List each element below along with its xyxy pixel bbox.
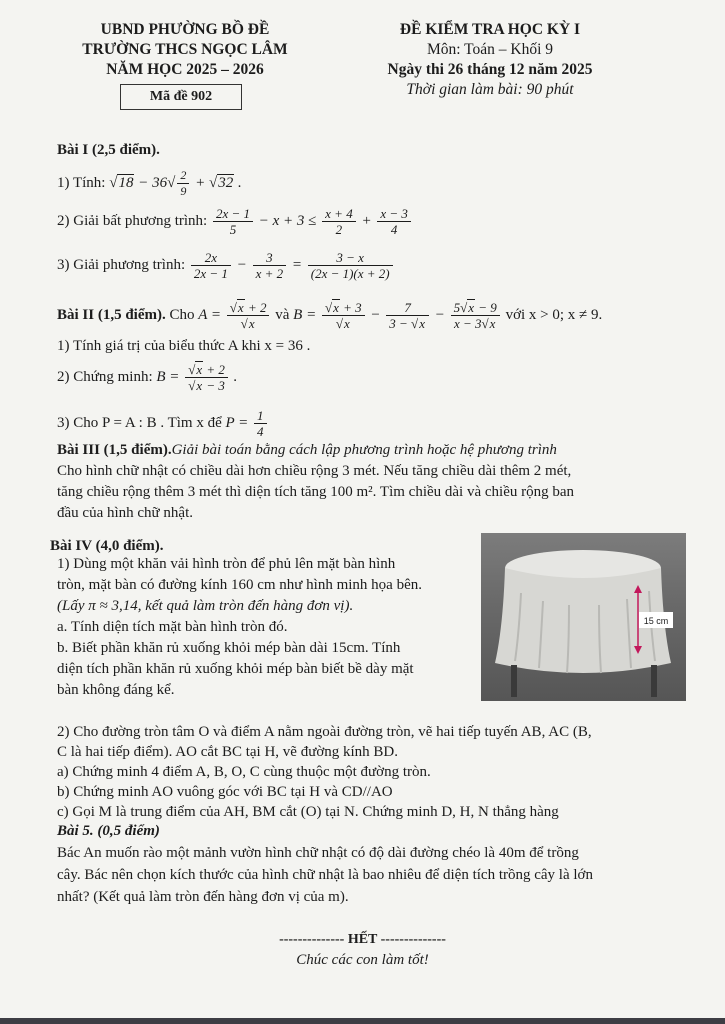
exam-subject: Môn: Toán – Khối 9 (426, 41, 554, 58)
bai4-part2: 2) Cho đường tròn tâm O và điểm A nằm ngoài đường tròn, vẽ hai tiếp tuyến AB, AC (B, C là hai tiếp điểm). AO cắt BC tại H, vẽ đường kính BD. a) Chứng minh 4 điểm A, B, O, C cùng thuộc một đường tròn. b) Chứng minh AO vuông góc với BC tại H và CD//AO c) Gọi M là trung điểm của AH, BM cắt (O) tại N. Chứng minh D, H, N thẳng hàng (57, 724, 592, 820)
ward-name: UBND PHƯỜNG BỒ ĐỀ (100, 21, 270, 38)
exam-code-box: Mã đề 902 (120, 84, 242, 110)
scan-edge (0, 1018, 725, 1024)
exam-title: ĐỀ KIỂM TRA HỌC KỲ I (399, 21, 581, 38)
bai2-q3: 3) Cho P = A : B . Tìm x để P = $\frac{1}{4}$ (57, 408, 269, 439)
bai3-title: Bài III (1,5 điểm).Giải bài toán bằng cách lập phương trình hoặc hệ phương trình (57, 442, 557, 458)
bai1-q3: 3) Giải phương trình: $\frac{2x}{2x - 1}$ − $\frac{3}{x + 2}$ = $\frac{3 - x}{(2x - 1)(x + 2)}$ (57, 250, 395, 281)
photo-dimension-label: 15 cm (643, 616, 669, 626)
closing-wish: Chúc các con làm tốt! (296, 952, 429, 968)
bai1-title: Bài I (2,5 điểm). (57, 142, 160, 158)
bai1-q1: 1) Tính: √18 − 36√ $\frac{2}{9}$ + √32 . (57, 168, 242, 198)
exam-date: Ngày thi 26 tháng 12 năm 2025 (387, 61, 593, 78)
bai5-body: Bác An muốn rào một mảnh vườn hình chữ nhật có độ dài đường chéo là 40m để trồng cây. Bác nên chọn kích thước của hình chữ nhật là bao nhiêu để diện tích trồng cây là lớn nhất? (Kết quả làm tròn đến hàng đơn vị của m). (57, 845, 593, 905)
bai4-part1: 1) Dùng một khăn vải hình tròn để phủ lên mặt bàn hình tròn, mặt bàn có đường kính 160 cm như hình minh họa bên. (Lấy π ≈ 3,14, kết quả làm tròn đến hàng đơn vị). a. Tính diện tích mặt bàn hình tròn đó. b. Biết phần khăn rủ xuống khỏi mép bàn dài 15cm. Tính diện tích phần khăn rủ xuống khỏi mép bàn biết bề dày mặt bàn không đáng kể. (57, 556, 422, 698)
bai2-q2: 2) Chứng minh: B = $\frac{√x + 2}{√x - 3}$ . (57, 362, 238, 393)
bai4-title: Bài IV (4,0 điểm). (50, 538, 164, 554)
bai1-q2: 2) Giải bất phương trình: $\frac{2x - 1}{5}$ − x + 3 ≤ $\frac{x + 4}{2}$ + $\frac{x - 3}{4}$ (57, 206, 413, 237)
bai3-body: Cho hình chữ nhật có chiều dài hơn chiều rộng 3 mét. Nếu tăng chiều dài thêm 2 mét, tăng chiều rộng thêm 3 mét thì diện tích tăng 100 m². Tìm chiều dài và chiều rộng ban đầu của hình chữ nhật. (57, 463, 575, 521)
school-year: NĂM HỌC 2025 – 2026 (106, 61, 264, 78)
end-marker: -------------- HẾT -------------- (279, 932, 446, 947)
bai2-q1: 1) Tính giá trị của biểu thức A khi x = 36 . (57, 338, 311, 354)
bai2-intro: Bài II (1,5 điểm). Cho A = $\frac{√x + 2}{√x}$ và B = $\frac{√x + 3}{√x}$ − $\frac{7}{3 - √x}$ − $\frac{5√x - 9}{x - 3√x}$ với x > 0; x ≠ 9. (57, 300, 603, 331)
tablecloth-photo (481, 533, 686, 701)
school-name: TRƯỜNG THCS NGỌC LÂM (82, 41, 288, 58)
bai5-title: Bài 5. (0,5 điểm) (57, 823, 160, 839)
exam-duration: Thời gian làm bài: 90 phút (406, 81, 574, 98)
